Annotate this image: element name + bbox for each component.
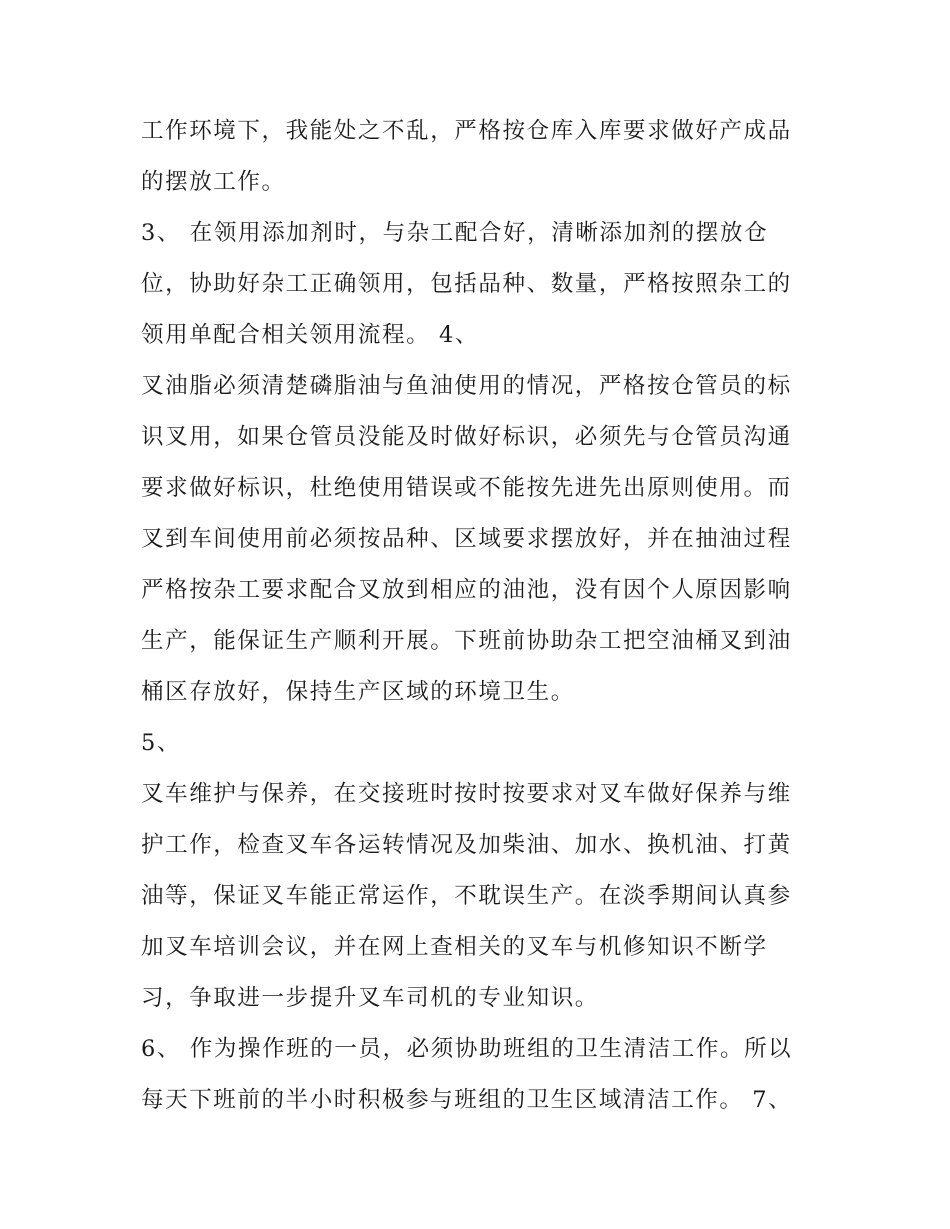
text-line: 护工作，检查叉车各运转情况及加柴油、加水、换机油、打黄	[141, 832, 792, 858]
text-line: 位，协助好杂工正确领用，包括品种、数量，严格按照杂工的	[141, 271, 792, 297]
text-line: 3、 在领用添加剂时，与杂工配合好，清晰添加剂的摆放仓	[141, 220, 769, 246]
body-text	[141, 106, 821, 1126]
text-line: 桶区存放好，保持生产区域的环境卫生。	[141, 679, 575, 705]
text-line: 5、	[141, 730, 182, 756]
text-line: 生产，能保证生产顺利开展。下班前协助杂工把空油桶叉到油	[141, 628, 792, 654]
text-line: 严格按杂工要求配合叉放到相应的油池，没有因个人原因影响	[141, 577, 792, 603]
text-line: 识叉用，如果仓管员没能及时做好标识，必须先与仓管员沟通	[141, 424, 792, 450]
text-line: 要求做好标识，杜绝使用错误或不能按先进先出原则使用。而	[141, 475, 792, 501]
text-line: 油等，保证叉车能正常运作，不耽误生产。在淡季期间认真参	[141, 883, 792, 909]
text-line: 每天下班前的半小时积极参与班组的卫生区域清洁工作。 7、	[141, 1087, 793, 1113]
text-line: 习，争取进一步提升叉车司机的专业知识。	[141, 985, 599, 1011]
text-line: 领用单配合相关领用流程。 4、	[141, 322, 479, 348]
text-line: 叉车维护与保养，在交接班时按时按要求对叉车做好保养与维	[141, 781, 792, 807]
text-line: 叉油脂必须清楚磷脂油与鱼油使用的情况，严格按仓管员的标	[141, 373, 792, 399]
text-line: 工作环境下，我能处之不乱，严格按仓库入库要求做好产成品	[141, 118, 792, 144]
text-line: 叉到车间使用前必须按品种、区域要求摆放好，并在抽油过程	[141, 526, 792, 552]
text-line: 的摆放工作。	[141, 169, 286, 195]
text-line: 加叉车培训会议，并在网上查相关的叉车与机修知识不断学	[141, 934, 768, 960]
text-line: 6、 作为操作班的一员，必须协助班组的卫生清洁工作。所以	[141, 1036, 793, 1062]
